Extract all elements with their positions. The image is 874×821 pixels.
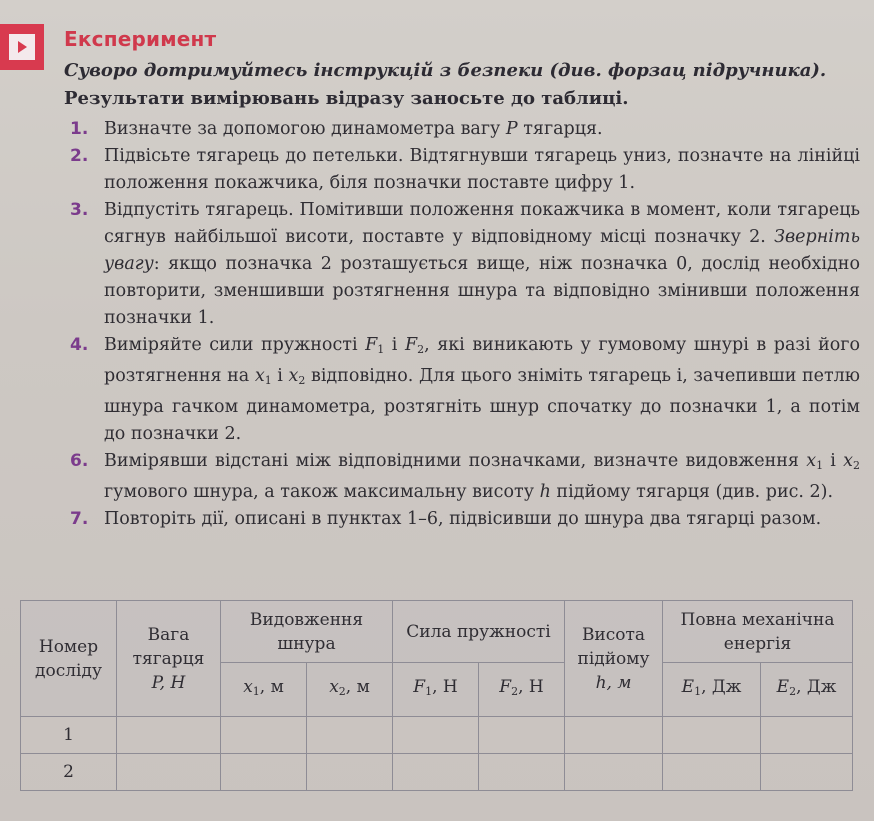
table-row bbox=[21, 717, 853, 754]
step-text: Відпустіть тягарець. Помітивши положення покажчика в момент, коли тягарець сягнув найбільшої висоти, поставте у відповідному місці позначку 2. Зверніть увагу: якщо позначка 2 розташується вище, ніж позначка 0, дослід необхідно повторити, зменшивши розтягнення шнура та відповідно змінивши положення позначки 1. bbox=[104, 200, 860, 328]
step-text: Підвісьте тягарець до петельки. Відтягнувши тягарець униз, позначте на лінійці положення покажчика, біля позначки поставте цифру 1. bbox=[104, 146, 860, 193]
procedure-step bbox=[70, 448, 860, 506]
step-number: 1. bbox=[70, 119, 89, 139]
table-row bbox=[21, 754, 853, 791]
safety-instruction: Суворо дотримуйтесь інструкцій з безпеки (див. форзац підручника). bbox=[64, 60, 827, 81]
step-text: Виміряйте сили пружності $F_1$ і $F_2$, які виникають у гумовому шнурі в разі його розтягнення на $x_1$ і $x_2$ відповідно. Для цього зніміть тягарець і, зачепивши петлю шнура гачком динамометра, розтягніть шнур спочатку до позначки 1, а потім до позначки 2. bbox=[104, 335, 860, 444]
table-cell bbox=[761, 717, 853, 754]
table-cell bbox=[663, 717, 761, 754]
step-text: Визначте за допомогою динамометра вагу P тягарця. bbox=[104, 119, 603, 139]
header-trial-number: Номер досліду bbox=[21, 601, 117, 717]
table-cell bbox=[663, 754, 761, 791]
table-cell bbox=[761, 754, 853, 791]
record-instruction: Результати вимірювань відразу заносьте до таблиці. bbox=[64, 88, 629, 109]
header-elastic-force: Сила пружності bbox=[393, 601, 565, 663]
header-x2: $x_2$, м bbox=[307, 663, 393, 717]
step-number: 7. bbox=[70, 509, 89, 529]
step-number: 3. bbox=[70, 200, 89, 220]
header-e1: $E_1$, Дж bbox=[663, 663, 761, 717]
table-cell bbox=[479, 717, 565, 754]
trial-number-cell: 2 bbox=[21, 754, 117, 791]
procedure-step bbox=[70, 116, 860, 143]
header-x1: $x_1$, м bbox=[221, 663, 307, 717]
table-cell bbox=[565, 717, 663, 754]
table-cell bbox=[221, 754, 307, 791]
procedure-step bbox=[70, 506, 860, 533]
header-elongation: Видовження шнура bbox=[221, 601, 393, 663]
header-weight: Вага тягарця P, Н bbox=[117, 601, 221, 717]
play-triangle-icon bbox=[9, 34, 35, 60]
header-height: Висота підйому h, м bbox=[565, 601, 663, 717]
table-cell bbox=[307, 754, 393, 791]
table-cell bbox=[117, 754, 221, 791]
procedure-step bbox=[70, 332, 860, 448]
table-cell bbox=[479, 754, 565, 791]
table-cell bbox=[117, 717, 221, 754]
trial-number-cell: 1 bbox=[21, 717, 117, 754]
procedure-step bbox=[70, 197, 860, 332]
table-cell bbox=[565, 754, 663, 791]
procedure-step bbox=[70, 143, 860, 197]
results-table bbox=[20, 600, 853, 791]
step-text: Повторіть дії, описані в пунктах 1–6, підвісивши до шнура два тягарці разом. bbox=[104, 509, 822, 529]
header-f1: $F_1$, Н bbox=[393, 663, 479, 717]
step-number: 6. bbox=[70, 451, 89, 471]
header-f2: $F_2$, Н bbox=[479, 663, 565, 717]
step-text: Вимірявши відстані між відповідними позначками, визначте видовження $x_1$ і $x_2$ гумового шнура, а також максимальну висоту h підйому тягарця (див. рис. 2). bbox=[104, 451, 860, 502]
table-cell bbox=[221, 717, 307, 754]
procedure-steps bbox=[70, 116, 860, 533]
step-number: 2. bbox=[70, 146, 89, 166]
section-marker bbox=[0, 24, 44, 70]
header-mechanical-energy: Повна механічна енергія bbox=[663, 601, 853, 663]
table-cell bbox=[393, 717, 479, 754]
table-cell bbox=[393, 754, 479, 791]
section-heading: Експеримент bbox=[64, 27, 217, 51]
header-e2: $E_2$, Дж bbox=[761, 663, 853, 717]
table-cell bbox=[307, 717, 393, 754]
step-number: 4. bbox=[70, 335, 89, 355]
